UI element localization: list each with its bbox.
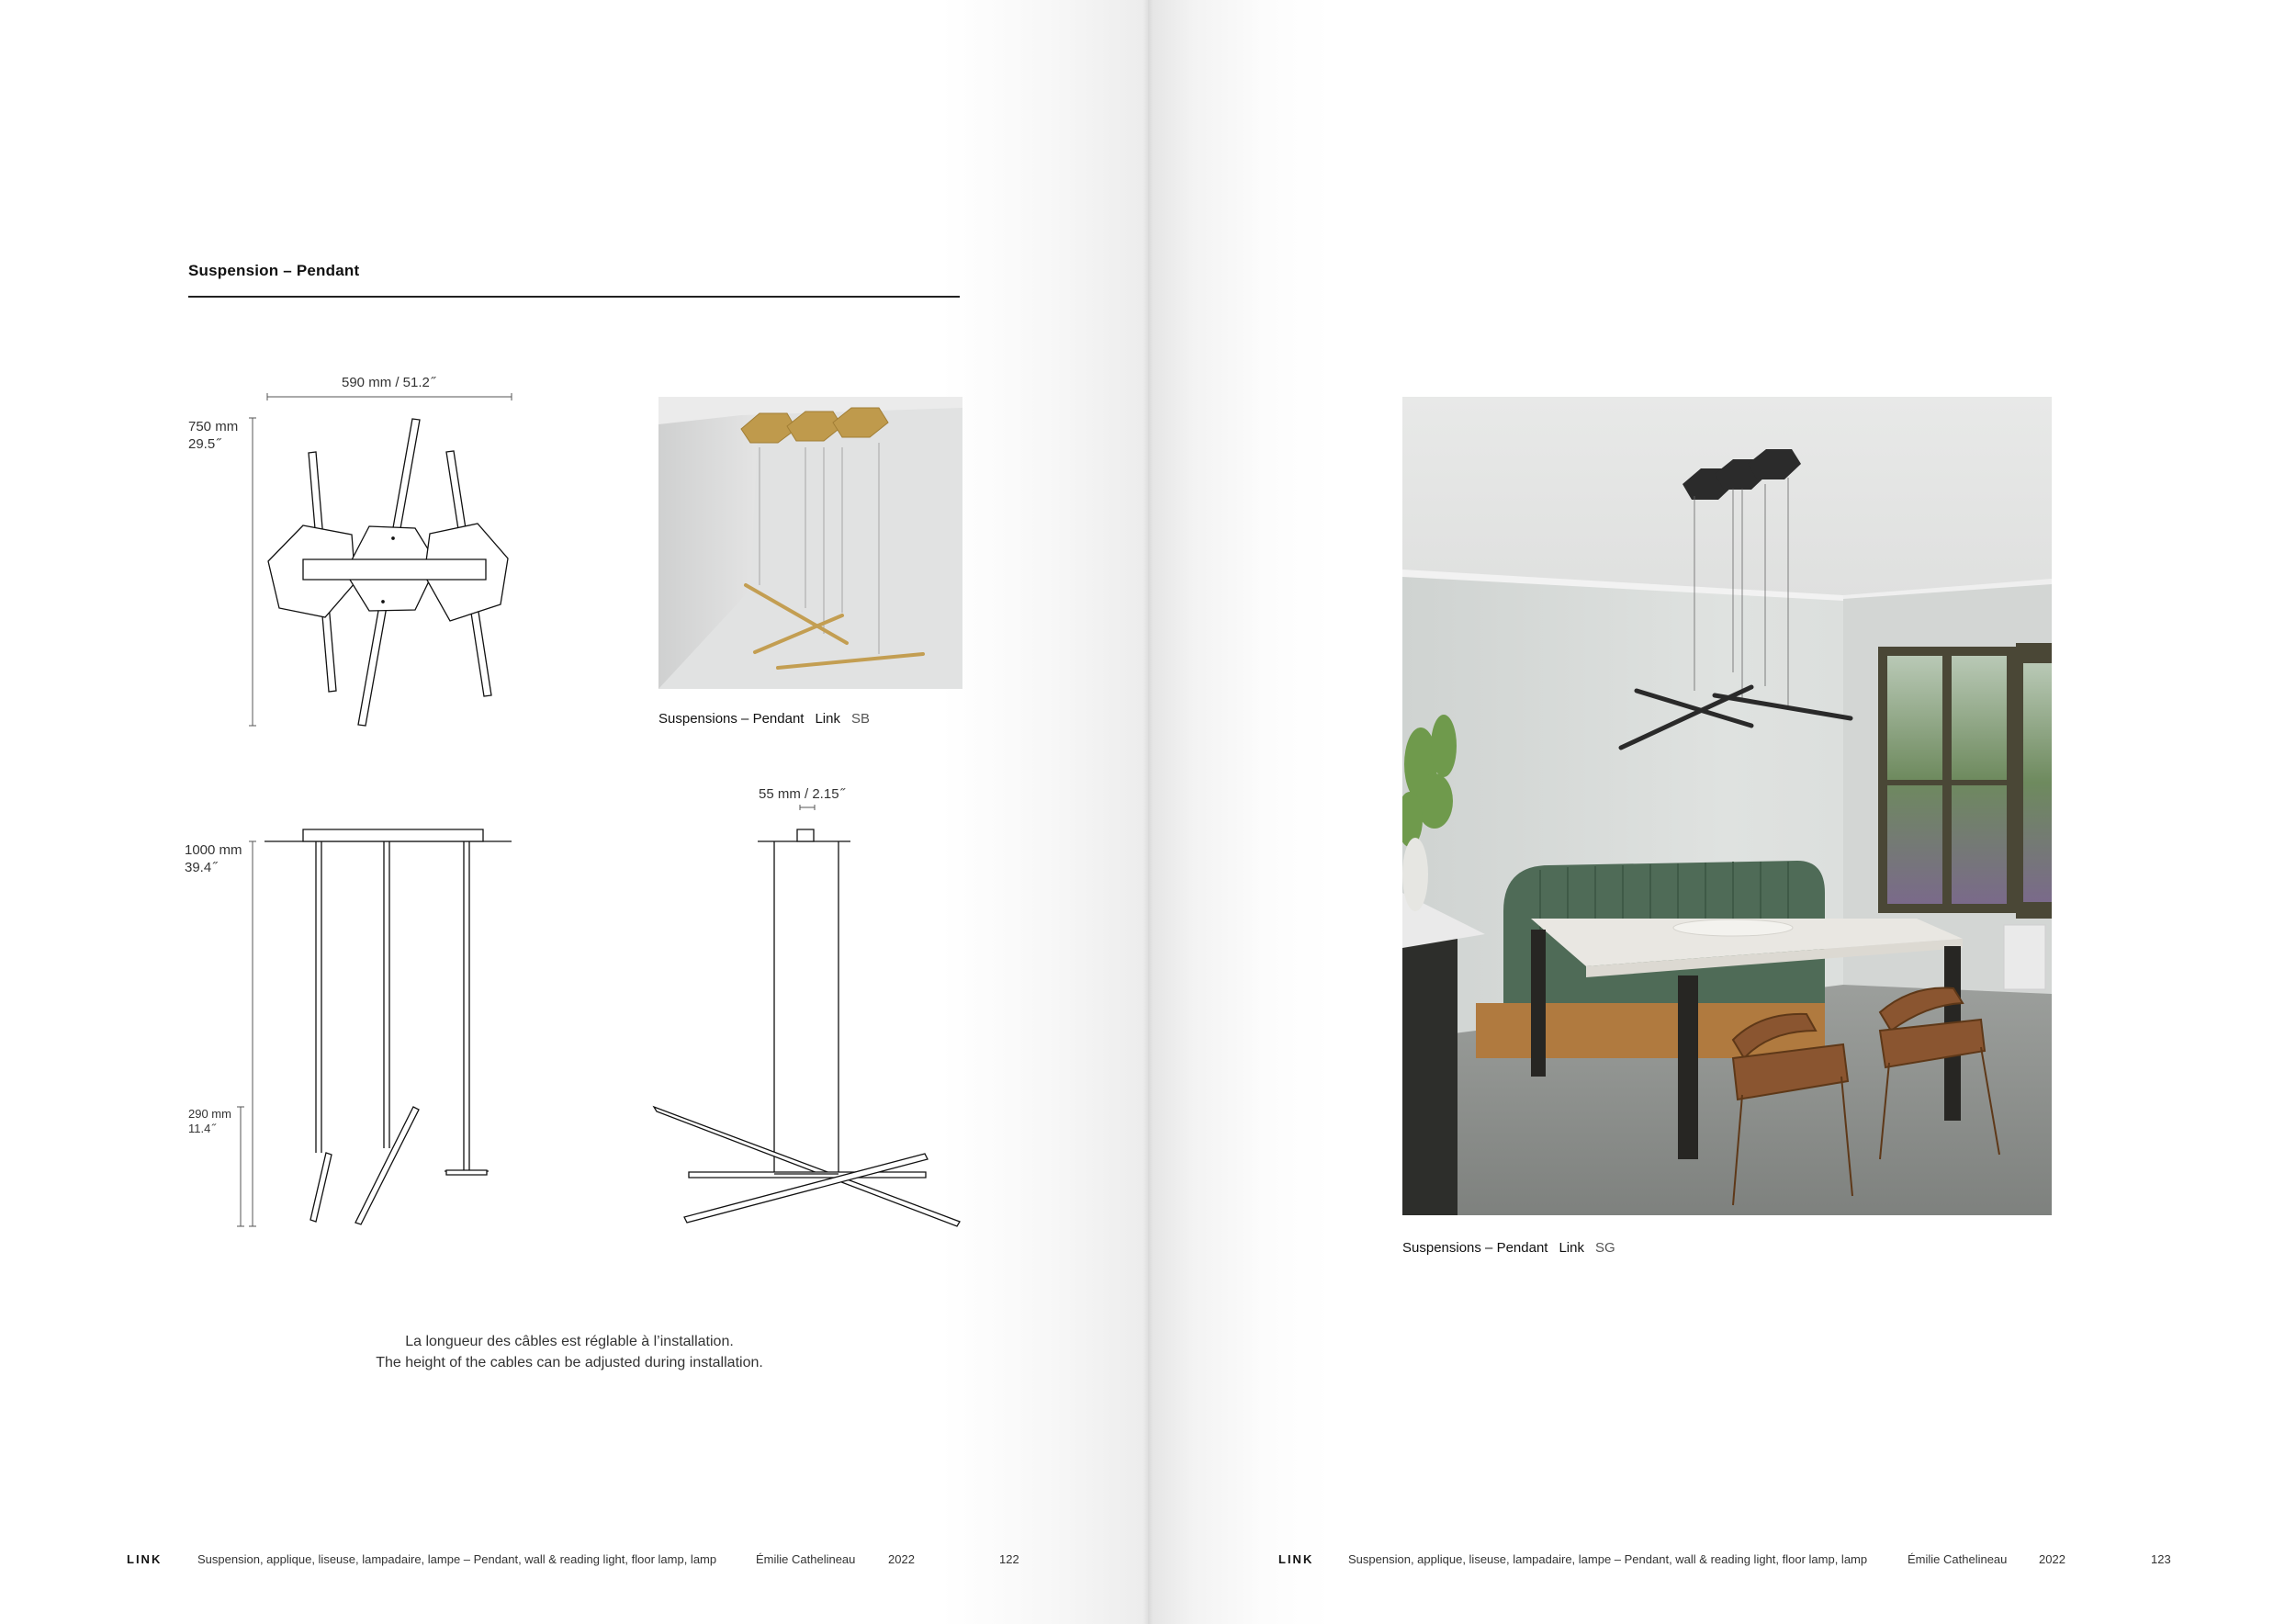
dim-canopy-depth: 55 mm / 2.15 ̋ bbox=[759, 786, 843, 802]
caption-name-right: Link bbox=[1559, 1240, 1584, 1256]
dim-drop-in: 11.4 ̋ bbox=[188, 1122, 214, 1135]
footer-designer-right: Émilie Cathelineau bbox=[1908, 1552, 2008, 1566]
dim-height-side-in: 39.4 ̋ bbox=[185, 860, 216, 875]
footer-description-right: Suspension, applique, liseuse, lampadaire, lampe – Pendant, wall & reading light, floor lamp, lamp bbox=[1348, 1552, 1868, 1566]
footer-left bbox=[127, 1552, 162, 1566]
dim-drop-mm: 290 mm bbox=[188, 1107, 231, 1121]
room-photo-illustration bbox=[1402, 397, 2052, 1215]
spine-shadow bbox=[1142, 0, 1154, 1624]
room-photo-sg bbox=[1402, 397, 2052, 1215]
product-photo-illustration bbox=[658, 397, 962, 689]
caption-type-right: Suspensions – Pendant bbox=[1402, 1240, 1548, 1256]
footer-brand-right: LINK bbox=[1278, 1552, 1314, 1566]
room-photo-caption bbox=[1402, 1240, 1615, 1256]
product-photo-caption bbox=[658, 711, 870, 727]
caption-name: Link bbox=[815, 711, 840, 727]
caption-finish: SB bbox=[850, 711, 870, 727]
caption-type: Suspensions – Pendant bbox=[658, 711, 805, 727]
footer-year-left: 2022 bbox=[888, 1552, 915, 1566]
dim-height-top-in: 29.5 ̋ bbox=[188, 436, 219, 452]
note-en: The height of the cables can be adjusted during installation. bbox=[376, 1355, 763, 1370]
footer-year-right: 2022 bbox=[2039, 1552, 2065, 1566]
footer-brand: LINK bbox=[127, 1552, 163, 1566]
dim-width-top: 590 mm / 51.2 ̋ bbox=[342, 375, 434, 390]
product-photo-sb bbox=[658, 397, 962, 689]
page-number-right: 123 bbox=[2151, 1552, 2171, 1566]
footer-description-left: Suspension, applique, liseuse, lampadaire, lampe – Pendant, wall & reading light, floor lamp, lamp bbox=[197, 1552, 717, 1566]
dim-height-side-mm: 1000 mm bbox=[185, 842, 242, 858]
note-fr: La longueur des câbles est réglable à l’installation. bbox=[405, 1334, 734, 1349]
section-title: Suspension – Pendant bbox=[188, 262, 360, 279]
dim-height-top-mm: 750 mm bbox=[188, 419, 239, 434]
top-view-canopies bbox=[268, 524, 508, 621]
footer-designer-left: Émilie Cathelineau bbox=[756, 1552, 856, 1566]
side-view bbox=[654, 805, 960, 1226]
footer-right bbox=[1278, 1552, 1313, 1566]
front-view bbox=[237, 829, 512, 1226]
page-number-left: 122 bbox=[999, 1552, 1019, 1566]
caption-finish-right: SG bbox=[1594, 1240, 1615, 1256]
installation-note bbox=[110, 1331, 1029, 1373]
